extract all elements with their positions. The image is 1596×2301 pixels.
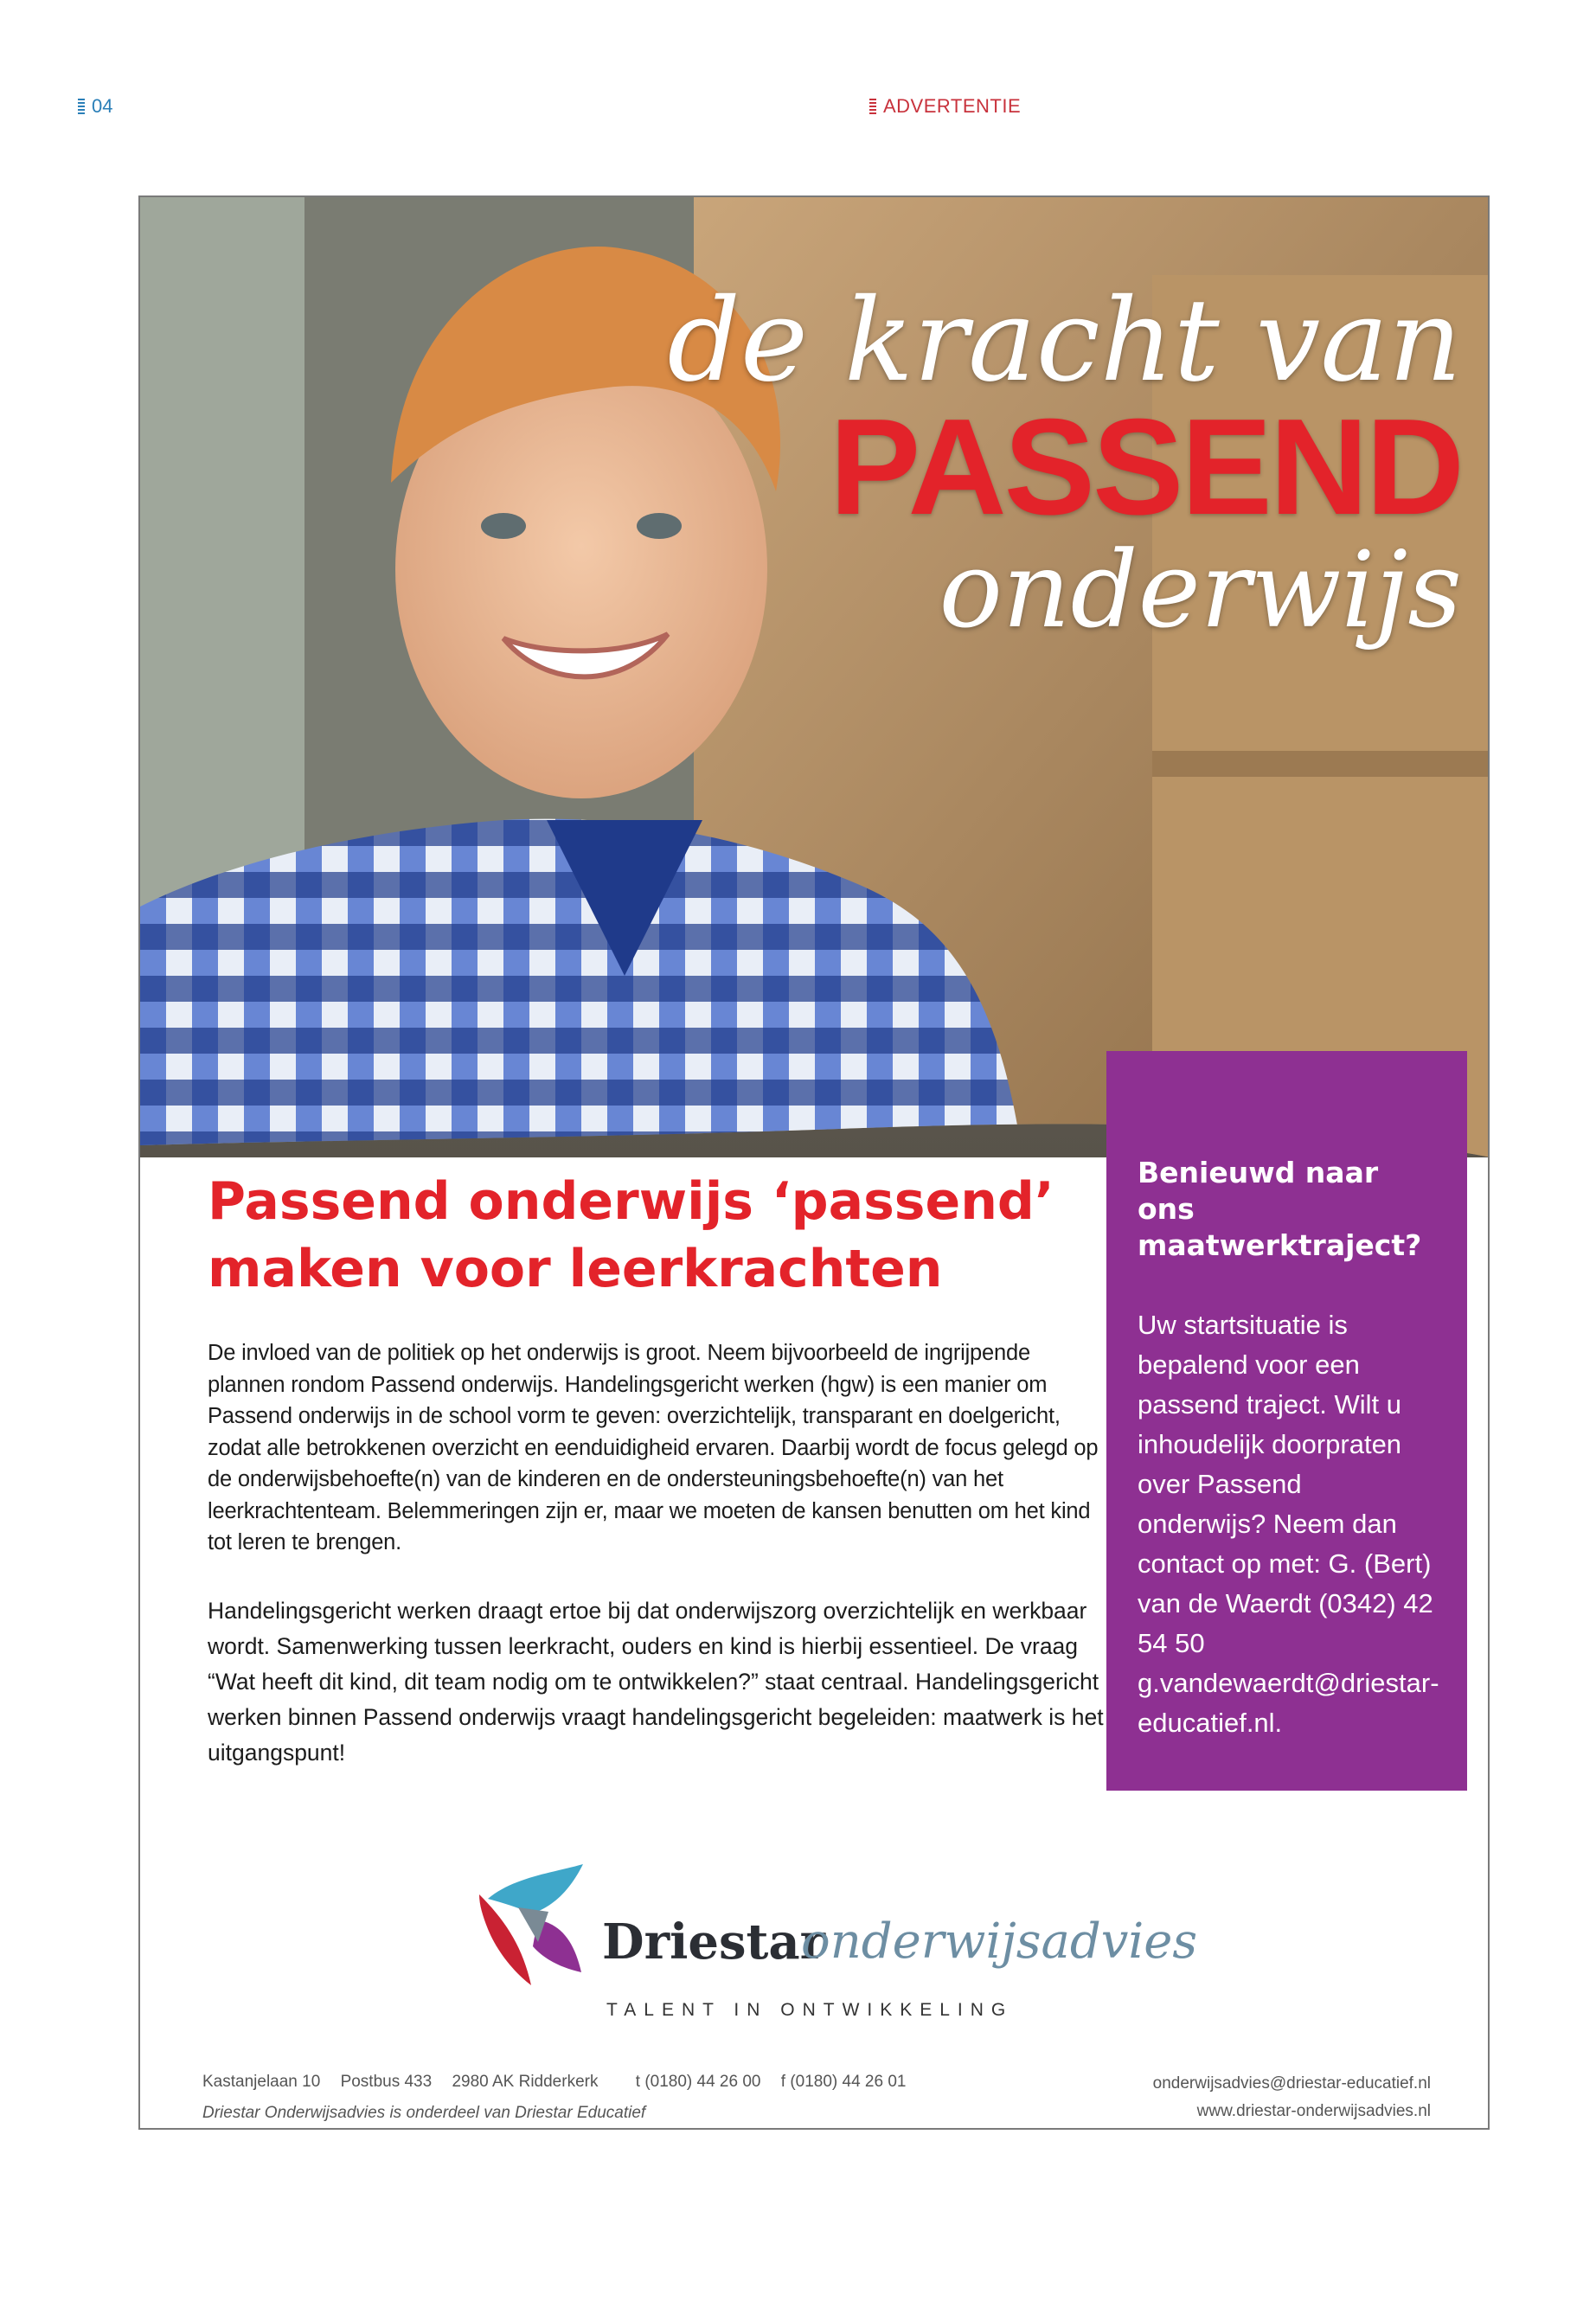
cta-title: Benieuwd naar ons maatwerktraject? [1138, 1156, 1422, 1262]
footer-city: 2980 AK Ridderkerk [452, 2073, 599, 2091]
section-label: ADVERTENTIE [869, 95, 1021, 118]
triskelion-logo-icon [471, 1860, 592, 1990]
footer-phone: t (0180) 44 26 00 [635, 2073, 761, 2091]
article-paragraph-2: Handelingsgericht werken draagt ertoe bij dat onderwijszorg overzichtelijk en werkbaar wordt. Samenwerking tussen leerkracht, ouders en kind is hierbij essentieel. De vraag “Wat heeft dit kind, dit team nodig om te ontwikkelen?” staat centraal. Handelingsgericht werken binnen Passend onderwijs vraagt handelingsgericht begeleiden: maatwerk is het uitgangspunt! [208, 1597, 1104, 1766]
headline-line1: de kracht van [667, 274, 1462, 407]
footer-note: Driestar Onderwijsadvies is onderdeel van Driestar Educatief [202, 2104, 646, 2122]
headline-passend: PASSEND [829, 391, 1462, 543]
cta-box [1106, 1051, 1467, 1791]
article [208, 1168, 1107, 1771]
footer-postbus: Postbus 433 [340, 2073, 433, 2091]
page-number: 04 [78, 95, 112, 118]
page-header [0, 95, 1596, 121]
logo-brand: Driestar [602, 1913, 826, 1971]
footer-address [202, 2073, 921, 2092]
bars-icon [78, 99, 85, 114]
logo-subbrand: onderwijsadvies [801, 1913, 1198, 1970]
logo-tagline: TALENT IN ONTWIKKELING [606, 2000, 1014, 2020]
bars-icon [869, 99, 876, 114]
driestar-logo [471, 1860, 1198, 2050]
advertisement [138, 195, 1490, 2130]
footer-website[interactable]: www.driestar-onderwijsadvies.nl [1196, 2102, 1431, 2120]
cta-text: Uw startsituatie is bepalend voor een passend traject. Wilt u inhoudelijk doorpraten over Passend onderwijs? Neem dan contact op met: G. (Bert) van de Waerdt (0342) 42 54 50 g.vandewaerdt@driestar-educatief.nl. [1138, 1310, 1439, 1738]
headline [667, 274, 1462, 652]
article-paragraph-1: De invloed van de politiek op het onderwijs is groot. Neem bijvoorbeeld de ingrijpende plannen rondom Passend onderwijs. Handelingsgericht werken (hgw) is een manier om Passend onderwijs in de school vorm te geven: overzichtelijk, transparant en doelgericht, zodat alle betrokkenen overzicht en eenduidigheid ervaren. Daarbij wordt de focus gelegd op de onderwijsbehoefte(n) van de kinderen en de ondersteuningsbehoefte(n) van het leerkrachtenteam. Belemmeringen zijn er, maar we moeten de kansen benutten om het kind tot leren te brengen. [208, 1341, 1099, 1554]
footer-fax: f (0180) 44 26 01 [780, 2073, 907, 2091]
footer-street: Kastanjelaan 10 [202, 2073, 321, 2091]
article-title: Passend onderwijs ‘passend’ maken voor leerkrachten [208, 1171, 1054, 1299]
hero-photo [140, 197, 1490, 1157]
footer-email[interactable]: onderwijsadvies@driestar-educatief.nl [1152, 2074, 1431, 2093]
headline-line3: onderwijs [939, 529, 1462, 652]
